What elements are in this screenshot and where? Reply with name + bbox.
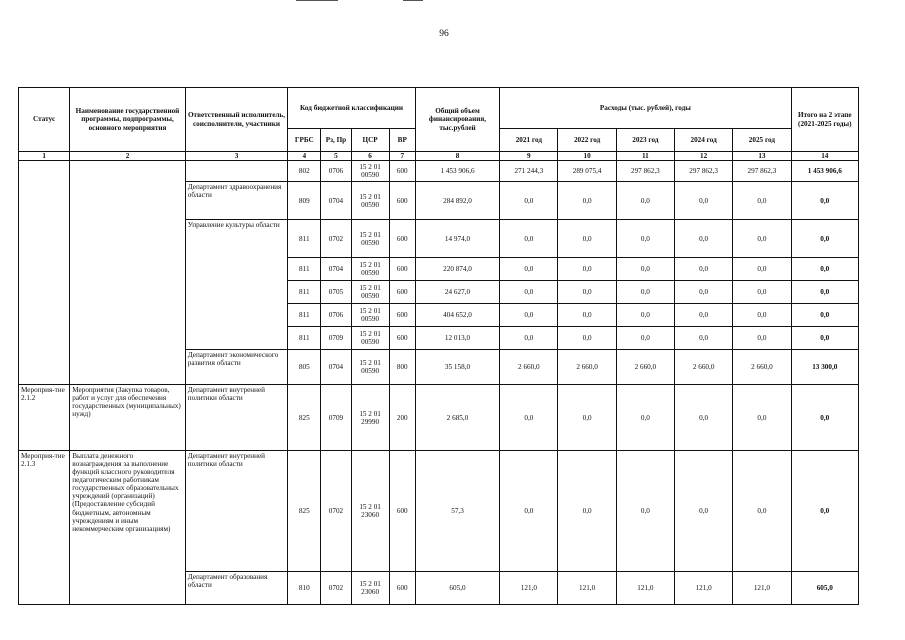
column-number: 10 — [558, 152, 616, 161]
year-value: 0,0 — [558, 182, 616, 220]
year-value: 0,0 — [733, 304, 791, 327]
header-expenses: Расходы (тыс. рублей), годы — [500, 88, 791, 129]
stage-total-cell: 0,0 — [791, 304, 858, 327]
total-cell: 35 158,0 — [415, 350, 499, 385]
column-number: 7 — [389, 152, 415, 161]
scan-mark — [296, 0, 338, 1]
header-status: Статус — [19, 88, 70, 152]
year-value: 271 244,3 — [500, 161, 558, 182]
vr-cell: 600 — [389, 304, 415, 327]
year-value: 0,0 — [616, 220, 674, 258]
status-cell: Мероприя-тие 2.1.2 — [19, 385, 70, 451]
header-budget-code: Код бюджетной классификации — [288, 88, 416, 129]
year-value: 2 660,0 — [675, 350, 733, 385]
year-value: 0,0 — [558, 327, 616, 350]
table-row — [19, 385, 859, 451]
total-cell: 605,0 — [415, 572, 499, 605]
year-value: 0,0 — [675, 281, 733, 304]
csr-cell: 15 2 01 00590 — [351, 281, 389, 304]
grbs-cell: 811 — [288, 304, 321, 327]
stage-total-cell: 0,0 — [791, 327, 858, 350]
total-cell: 404 652,0 — [415, 304, 499, 327]
year-value: 297 862,3 — [616, 161, 674, 182]
year-value: 297 862,3 — [675, 161, 733, 182]
header-year: 2022 год — [558, 129, 616, 152]
year-value: 0,0 — [616, 182, 674, 220]
year-value: 0,0 — [733, 182, 791, 220]
vr-cell: 600 — [389, 451, 415, 572]
year-value: 0,0 — [733, 281, 791, 304]
column-number: 12 — [675, 152, 733, 161]
vr-cell: 200 — [389, 385, 415, 451]
executor-cell — [185, 161, 287, 182]
vr-cell: 600 — [389, 327, 415, 350]
status-cell — [19, 161, 70, 385]
csr-cell: 15 2 01 00590 — [351, 327, 389, 350]
year-value: 2 660,0 — [616, 350, 674, 385]
year-value: 0,0 — [675, 220, 733, 258]
rzpr-cell: 0709 — [321, 385, 351, 451]
csr-cell: 15 2 01 23060 — [351, 451, 389, 572]
year-value: 0,0 — [616, 281, 674, 304]
year-value: 0,0 — [675, 451, 733, 572]
year-value: 0,0 — [616, 451, 674, 572]
csr-cell: 15 2 01 23060 — [351, 572, 389, 605]
year-value: 2 660,0 — [500, 350, 558, 385]
year-value: 0,0 — [500, 451, 558, 572]
column-number: 6 — [351, 152, 389, 161]
executor-cell: Департамент внутренней политики области — [185, 451, 287, 572]
header-vr: ВР — [389, 129, 415, 152]
year-value: 0,0 — [500, 327, 558, 350]
total-cell: 24 627,0 — [415, 281, 499, 304]
year-value: 0,0 — [500, 304, 558, 327]
year-value: 0,0 — [558, 220, 616, 258]
program-name-cell: Мероприятия (Закупка товаров, работ и услуг для обеспечения государственных (муниципальных) нужд) — [70, 385, 186, 451]
stage-total-cell: 1 453 906,6 — [791, 161, 858, 182]
grbs-cell: 805 — [288, 350, 321, 385]
rzpr-cell: 0702 — [321, 451, 351, 572]
header-grbs: ГРБС — [288, 129, 321, 152]
table-row — [19, 161, 859, 182]
column-number: 11 — [616, 152, 674, 161]
csr-cell: 15 2 01 00590 — [351, 161, 389, 182]
grbs-cell: 802 — [288, 161, 321, 182]
year-value: 0,0 — [558, 304, 616, 327]
year-value: 121,0 — [616, 572, 674, 605]
column-number: 14 — [791, 152, 858, 161]
column-number: 5 — [321, 152, 351, 161]
column-number: 13 — [733, 152, 791, 161]
year-value: 0,0 — [675, 258, 733, 281]
rzpr-cell: 0704 — [321, 258, 351, 281]
vr-cell: 600 — [389, 572, 415, 605]
executor-cell: Управление культуры области — [185, 220, 287, 350]
year-value: 0,0 — [616, 304, 674, 327]
page-number: 96 — [439, 29, 449, 39]
total-cell: 220 874,0 — [415, 258, 499, 281]
csr-cell: 15 2 01 00590 — [351, 304, 389, 327]
header-year: 2024 год — [675, 129, 733, 152]
column-number: 3 — [185, 152, 287, 161]
rzpr-cell: 0709 — [321, 327, 351, 350]
year-value: 0,0 — [733, 451, 791, 572]
column-number: 2 — [70, 152, 186, 161]
table-row — [19, 451, 859, 572]
grbs-cell: 811 — [288, 327, 321, 350]
rzpr-cell: 0704 — [321, 350, 351, 385]
executor-cell: Департамент образования области — [185, 572, 287, 605]
year-value: 0,0 — [558, 281, 616, 304]
program-name-cell: Выплата денежного вознаграждения за выполнение функций классного руководителя педагогическим работникам государственных образовательных учреждений (организаций) (Предоставление субсидий бюджетным, автономным учреждениям и иным некоммерческим организациям) — [70, 451, 186, 605]
csr-cell: 15 2 01 00590 — [351, 258, 389, 281]
stage-total-cell: 605,0 — [791, 572, 858, 605]
year-value: 0,0 — [558, 451, 616, 572]
grbs-cell: 825 — [288, 451, 321, 572]
total-cell: 1 453 906,6 — [415, 161, 499, 182]
year-value: 121,0 — [558, 572, 616, 605]
header-rz-pr: Рз, Пр — [321, 129, 351, 152]
total-cell: 57,3 — [415, 451, 499, 572]
column-number-row — [19, 152, 859, 161]
total-cell: 12 013,0 — [415, 327, 499, 350]
year-value: 0,0 — [733, 220, 791, 258]
year-value: 0,0 — [500, 182, 558, 220]
column-number: 4 — [288, 152, 321, 161]
column-number: 1 — [19, 152, 70, 161]
year-value: 0,0 — [500, 220, 558, 258]
header-stage-total: Итого на 2 этапе (2021-2025 годы) — [791, 88, 858, 152]
rzpr-cell: 0702 — [321, 220, 351, 258]
csr-cell: 15 2 01 00590 — [351, 350, 389, 385]
year-value: 2 660,0 — [733, 350, 791, 385]
year-value: 0,0 — [616, 385, 674, 451]
header-year: 2021 год — [500, 129, 558, 152]
program-name-cell — [70, 161, 186, 385]
year-value: 2 660,0 — [558, 350, 616, 385]
rzpr-cell: 0706 — [321, 304, 351, 327]
csr-cell: 15 2 01 00590 — [351, 182, 389, 220]
header-csr: ЦСР — [351, 129, 389, 152]
grbs-cell: 810 — [288, 572, 321, 605]
header-year: 2023 год — [616, 129, 674, 152]
year-value: 121,0 — [500, 572, 558, 605]
header-executor: Ответственный исполнитель, соисполнители, участники — [185, 88, 287, 152]
stage-total-cell: 0,0 — [791, 182, 858, 220]
year-value: 121,0 — [675, 572, 733, 605]
column-number: 9 — [500, 152, 558, 161]
year-value: 0,0 — [675, 304, 733, 327]
vr-cell: 600 — [389, 161, 415, 182]
year-value: 297 862,3 — [733, 161, 791, 182]
grbs-cell: 811 — [288, 220, 321, 258]
year-value: 121,0 — [733, 572, 791, 605]
year-value: 0,0 — [500, 258, 558, 281]
year-value: 0,0 — [500, 385, 558, 451]
scan-mark — [403, 0, 423, 1]
csr-cell: 15 2 01 00590 — [351, 220, 389, 258]
grbs-cell: 811 — [288, 258, 321, 281]
header-total-volume: Общий объем финансирования, тыс.рублей — [415, 88, 499, 152]
year-value: 0,0 — [733, 258, 791, 281]
rzpr-cell: 0704 — [321, 182, 351, 220]
budget-table — [18, 87, 859, 605]
vr-cell: 800 — [389, 350, 415, 385]
grbs-cell: 825 — [288, 385, 321, 451]
rzpr-cell: 0702 — [321, 572, 351, 605]
grbs-cell: 809 — [288, 182, 321, 220]
grbs-cell: 811 — [288, 281, 321, 304]
stage-total-cell: 0,0 — [791, 220, 858, 258]
stage-total-cell: 0,0 — [791, 385, 858, 451]
year-value: 0,0 — [558, 258, 616, 281]
year-value: 0,0 — [675, 385, 733, 451]
year-value: 0,0 — [675, 182, 733, 220]
year-value: 289 075,4 — [558, 161, 616, 182]
header-year: 2025 год — [733, 129, 791, 152]
total-cell: 2 685,0 — [415, 385, 499, 451]
stage-total-cell: 0,0 — [791, 451, 858, 572]
year-value: 0,0 — [675, 327, 733, 350]
stage-total-cell: 13 300,0 — [791, 350, 858, 385]
vr-cell: 600 — [389, 182, 415, 220]
header-program-name: Наименование государственной программы, подпрограммы, основного мероприятия — [70, 88, 186, 152]
total-cell: 284 892,0 — [415, 182, 499, 220]
stage-total-cell: 0,0 — [791, 281, 858, 304]
year-value: 0,0 — [733, 385, 791, 451]
rzpr-cell: 0705 — [321, 281, 351, 304]
year-value: 0,0 — [500, 281, 558, 304]
column-number: 8 — [415, 152, 499, 161]
executor-cell: Департамент экономического развития области — [185, 350, 287, 385]
year-value: 0,0 — [616, 258, 674, 281]
year-value: 0,0 — [733, 327, 791, 350]
year-value: 0,0 — [616, 327, 674, 350]
status-cell: Мероприя-тие 2.1.3 — [19, 451, 70, 605]
vr-cell: 600 — [389, 220, 415, 258]
total-cell: 14 974,0 — [415, 220, 499, 258]
csr-cell: 15 2 01 29990 — [351, 385, 389, 451]
vr-cell: 600 — [389, 258, 415, 281]
year-value: 0,0 — [558, 385, 616, 451]
executor-cell: Департамент здравоохранения области — [185, 182, 287, 220]
executor-cell: Департамент внутренней политики области — [185, 385, 287, 451]
vr-cell: 600 — [389, 281, 415, 304]
stage-total-cell: 0,0 — [791, 258, 858, 281]
rzpr-cell: 0706 — [321, 161, 351, 182]
